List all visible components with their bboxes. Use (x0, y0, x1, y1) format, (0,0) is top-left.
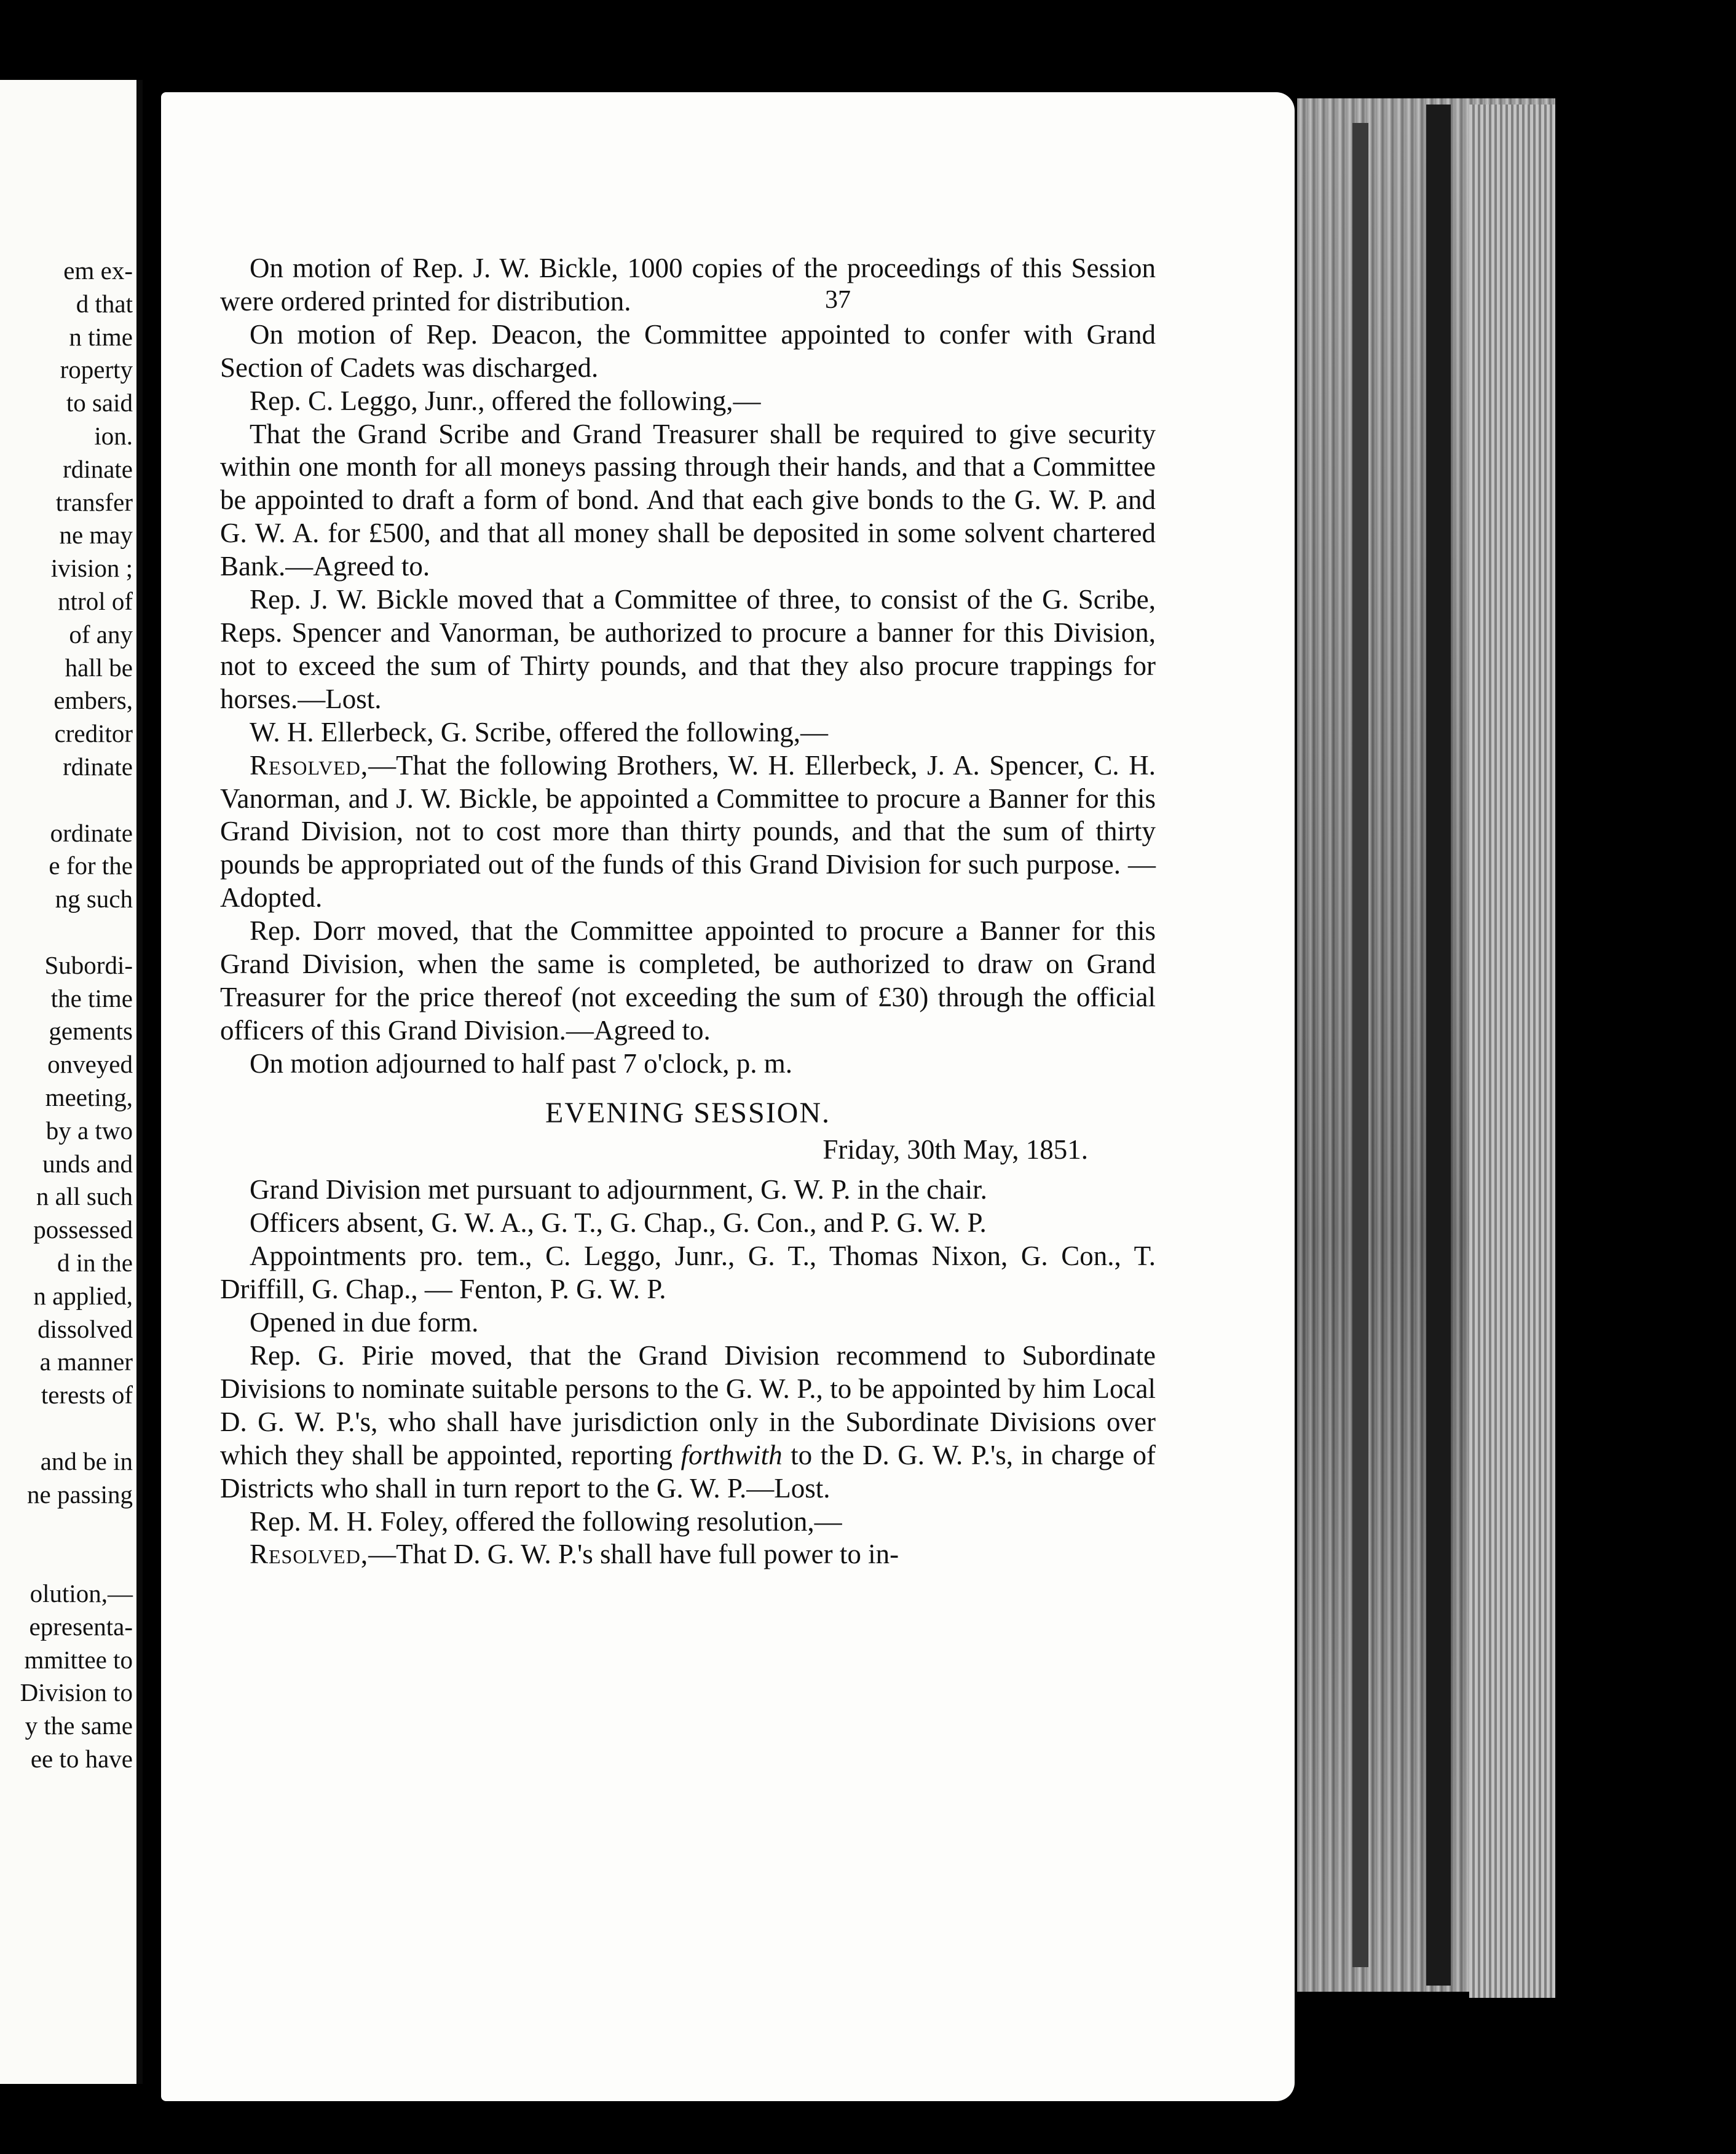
motion-text: Rep. G. Pirie moved, that the Grand Division recommend to Subordinate Divisions to nominate suitable persons to the G. W. P., to be appointed by him Local D. G. W. P.'s, who shall have jurisdiction only in the Subordinate Divisions over which they shall be appointed, reporting (220, 1340, 1156, 1470)
paragraph: Officers absent, G. W. A., G. T., G. Chap., G. Con., and P. G. W. P. (250, 1207, 987, 1239)
italic-word: forthwith (681, 1439, 783, 1470)
paragraph: Rep. J. W. Bickle moved that a Committee of three, to consist of the G. Scribe, Reps. Spencer and Vanorman, be authorized to procure a banner for this Division, not to exceed the sum of Thirty pounds, and that they also procure trappings for horses.—Lost. (220, 584, 1156, 714)
left-page-line: of any (69, 620, 133, 649)
left-page-line: ivision ; (50, 554, 133, 583)
paragraph: Rep. Dorr moved, that the Committee appointed to procure a Banner for this Grand Division, when the same is completed, be authorized to draw on Grand Treasurer for the price thereof (not exceeding the sum of £30) through the official officers of this Grand Division.—Agreed to. (220, 915, 1156, 1046)
resolution-paragraph (220, 1538, 1156, 1571)
paragraph: That the Grand Scribe and Grand Treasurer shall be required to give security within one month for all moneys passing through their hands, and that a Committee be appointed to draft a form of bond. And that each give bonds to the G. W. P. and G. W. A. for £500, and that all money shall be deposited in some solvent chartered Bank.—Agreed to. (220, 418, 1156, 582)
left-page-line: Subordi- (44, 950, 133, 979)
left-page-line: meeting, (45, 1083, 133, 1111)
left-page-line: olution,— (30, 1579, 133, 1608)
page-text (220, 252, 1156, 1571)
resolution-text: —That the following Brothers, W. H. Ellerbeck, J. A. Spencer, C. H. Vanorman, and J. W. Bickle, be appointed a Committee to procure a Banner for this Grand Division, not to cost more than thirty pounds, and that the sum of thirty pounds be appropriated out of the funds of this Grand Division for such purpose. —Adopted. (220, 749, 1156, 913)
resolution-paragraph (220, 749, 1156, 915)
left-page-line: embers, (53, 686, 133, 715)
left-page-line: ordinate (50, 818, 133, 847)
left-page-line: d in the (57, 1249, 133, 1277)
left-page-fragment (0, 80, 143, 2084)
section-heading: EVENING SESSION. (545, 1096, 831, 1129)
left-page-line: n time (69, 322, 133, 351)
left-page-line: n applied, (33, 1281, 133, 1310)
left-page-line: ntrol of (58, 587, 133, 615)
left-page-line: onveyed (47, 1050, 133, 1079)
paragraph: On motion of Rep. J. W. Bickle, 1000 copies of the proceedings of this Session were ordered printed for distribution. (220, 253, 1156, 317)
paragraph: On motion adjourned to half past 7 o'clock, p. m. (250, 1047, 792, 1079)
back-page-edges (1469, 105, 1555, 1998)
left-page-line: mmittee to (24, 1645, 133, 1674)
paragraph: Rep. C. Leggo, Junr., offered the following,— (250, 385, 761, 416)
resolved-lead: Resolved, (250, 749, 369, 781)
left-page-line: terests of (41, 1381, 133, 1410)
left-page-line: ion. (94, 422, 133, 450)
resolution-text: —That D. G. W. P.'s shall have full power to in- (368, 1539, 899, 1570)
motion-text-after: to the D. G. W. P.'s, in charge of Districts who shall in turn report to the G. W. P.—Lost. (220, 1439, 1156, 1504)
left-page-line: roperty (60, 355, 133, 384)
left-page-line: rdinate (63, 752, 133, 781)
left-page-line: ee to have (30, 1745, 133, 1773)
left-page-line: a manner (39, 1347, 133, 1376)
paragraph: Grand Division met pursuant to adjournment, G. W. P. in the chair. (250, 1174, 987, 1205)
paragraph: Opened in due form. (250, 1307, 479, 1338)
left-page-line: to said (66, 389, 133, 417)
left-page-line: Division to (20, 1678, 133, 1707)
left-page-line: ne passing (27, 1480, 133, 1509)
left-page-line: e for the (49, 851, 133, 880)
paragraph: On motion of Rep. Deacon, the Committee appointed to confer with Grand Section of Cadets was discharged. (220, 318, 1156, 383)
paragraph: Appointments pro. tem., C. Leggo, Junr., G. T., Thomas Nixon, G. Con., T. Driffill, G. Chap., — Fenton, P. G. W. P. (220, 1241, 1156, 1305)
paragraph: Rep. M. H. Foley, offered the following resolution,— (250, 1505, 842, 1537)
left-page-line: ne may (59, 521, 133, 550)
left-page-line: dissolved (37, 1314, 133, 1343)
left-page-line: possessed (33, 1215, 133, 1244)
left-page-line: y the same (25, 1711, 133, 1740)
left-page-line: by a two (45, 1116, 133, 1145)
left-page-line: gements (49, 1017, 133, 1046)
left-page-line: the time (50, 984, 133, 1012)
page-edge-band (1352, 123, 1368, 1967)
left-page-line: transfer (55, 487, 133, 516)
session-date: Friday, 30th May, 1851. (823, 1134, 1088, 1165)
left-page-line: n all such (36, 1182, 133, 1211)
paragraph (220, 1339, 1156, 1505)
left-page-line: hall be (65, 653, 133, 682)
left-page-line: em ex- (63, 256, 133, 285)
left-page-line: creditor (54, 719, 133, 748)
left-page-line: d that (76, 289, 133, 318)
resolved-lead: Resolved, (250, 1539, 369, 1570)
left-page-line: rdinate (63, 454, 133, 483)
page-number: 37 (825, 286, 851, 314)
paragraph: W. H. Ellerbeck, G. Scribe, offered the following,— (250, 716, 829, 748)
left-page-line: and be in (40, 1446, 133, 1475)
left-page-line: unds and (42, 1149, 133, 1178)
left-page-line: epresenta- (29, 1612, 133, 1641)
book-cover-edge (1426, 105, 1451, 1986)
left-page-line: ng such (55, 885, 133, 913)
